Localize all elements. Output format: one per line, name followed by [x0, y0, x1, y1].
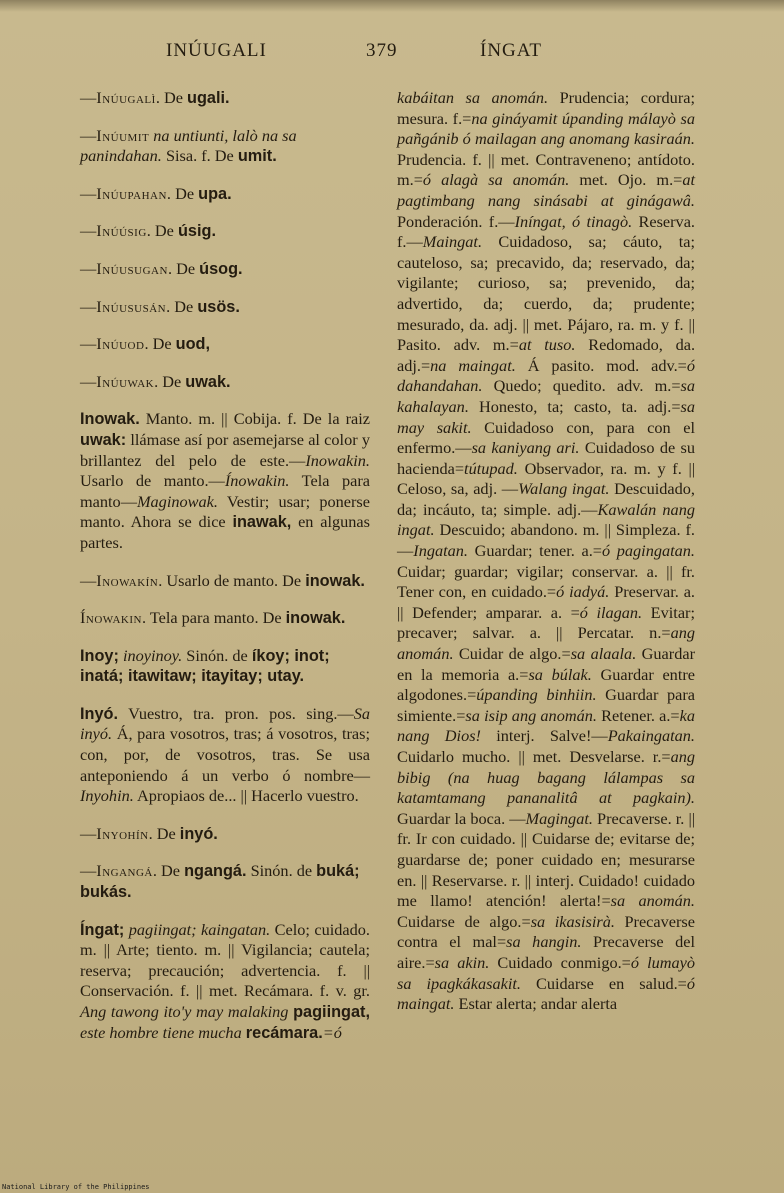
- entry-inganga: —Ingangá. De ngangá. Sinón. de buká; bukás.: [80, 861, 360, 902]
- library-credit: National Library of the Philippines: [2, 1183, 150, 1191]
- entry-inowakin-tela: Ínowakin. Tela para manto. De inowak.: [80, 608, 346, 628]
- page-number: 379: [366, 40, 398, 61]
- entry-ingat: Íngat; pagiingat; kaingatan. Celo; cuidado. m. || Arte; tiento. m. || Vigilancia; cautela; reserva; precaución; advertencia. f. || Conservación. f. || met. Recámara. f. v. gr. Ang tawong ito'y may malaking pagiingat, este hombre tiene mucha recámara.=ó: [80, 919, 370, 1042]
- entry-inowakin: —Inowakín. Usarlo de manto. De inowak.: [80, 570, 365, 590]
- entry-inuupahan: —Inúupahan. De upa.: [80, 183, 232, 203]
- running-head-right: ÍNGAT: [480, 40, 542, 61]
- entry-inuumit: —Inúumit na untiunti, lalò na sa panindahan. Sisa. f. De umit.: [80, 125, 297, 166]
- entry-inuuwak: —Inúuwak. De uwak.: [80, 371, 231, 391]
- right-column: [397, 88, 695, 1015]
- entry-inuuod: —Inúuod. De uod,: [80, 334, 210, 354]
- entry-inuususan: —Inúususán. De usös.: [80, 296, 240, 316]
- entry-inyohin: —Inyohín. De inyó.: [80, 823, 218, 843]
- running-head-left: INÚUGALI: [166, 40, 267, 61]
- entry-inuusugan: —Inúusugan. De úsog.: [80, 258, 243, 278]
- left-column: [80, 88, 370, 1060]
- entry-inuugali: —Inúugalì. De ugali.: [80, 88, 230, 107]
- entry-ingat-continued: kabáitan sa anomán. Prudencia; cordura; mesura. f.=na gináyamit úpanding málayò sa pañgánib ó mailagan ang anomang kasiraán. Prudencia. f. || met. Contraveneno; antídoto. m.=ó alagà sa anomán. met. Ojo. m.=at pagtimbang nang sinásabi at ginágawâ. Ponderación. f.—Iníngat, ó tinagò. Reserva. f.—Maingat. Cuidadoso, sa; cáuto, ta; cauteloso, sa; precavido, da; reservado, da; vigilante; curioso, sa; prevenido, da; advertido, da; cuerdo, da; prudente; mesurado, da. adj. || met. Pájaro, ra. m. y f. || Pasito. adv. m.=at tuso. Redomado, da. adj.=na maingat. Á pasito. mod. adv.=ó dahandahan. Quedo; quedito. adv. m.=sa kahalayan. Honesto, ta; casto, ta. adj.=sa may sakit. Cuidadoso con, para con el enfermo.—sa kaniyang ari. Cuidadoso de su hacienda=tútupad. Observador, ra. m. y f. || Celoso, sa, adj. —Walang ingat. Descuidado, da; incáuto, ta; simple. adj.—Kawalán nang ingat. Descuido; abandono. m. || Simpleza. f.—Ingatan. Guardar; tener. a.=ó pagingatan. Cuidar; guardar; vigilar; conservar. a. || fr. Tener con, en cuidado.=ó iadyá. Preservar. a. || Defender; amparar. a. =ó ilagan. Evitar; precaver; salvar. a. || Percatar. n.=ang anomán. Cuidar de algo.=sa alaala. Guardar en la memoria a.=sa búlak. Guardar entre algodones.=úpanding binhiin. Guardar para simiente.=sa isip ang anomán. Retener. a.=ka nang Dios! interj. Salve!—Pakaingatan. Cuidarlo mucho. || met. Desvelarse. r.=ang bibig (na huag bagang lálampas sa katamtamang pananalitâ at pagkain). Guardar la boca. —Magingat. Precaverse. r. || fr. Ir con cuidado. || Cuidarse de; evitarse de; guardarse de; poner cuidado en; mesurarse en. || Reservarse. r. || interj. Cuidado! cuidado me llamo! atención! alerta!=sa anomán. Cuidarse de algo.=sa ikasisirà. Precaverse contra el mal=sa hangin. Precaverse del aire.=sa akin. Cuidado conmigo.=ó lumayò sa ipagkákasakit. Cuidarse en salud.=ó maingat. Estar alerta; andar alerta: [397, 88, 696, 1014]
- entry-inyo: Inyó. Vuestro, tra. pron. pos. sing.—Sa inyó. Á, para vosotros, tras; á vosotros, tras; con, por, de vosotros, tras. Se usa anteponiendo á un verbo ó nombre—Inyohin. Apropiaos de... || Hacerlo vuestro.: [80, 703, 370, 806]
- entry-inoy: Inoy; inoyinoy. Sinón. de íkoy; inot; inatá; itawitaw; itayitay; utay.: [80, 645, 330, 686]
- entry-inuusig: —Inúúsig. De úsig.: [80, 221, 216, 241]
- entry-inowak: Inowak. Manto. m. || Cobija. f. De la raiz uwak: llámase así por asemejarse al color y brillantez del pelo de este.—Inowakin. Usarlo de manto.—Ínowakin. Tela para manto—Maginowak. Vestir; usar; ponerse manto. Ahora se dice inawak, en algunas partes.: [80, 409, 370, 552]
- scan-shadow: [0, 0, 784, 12]
